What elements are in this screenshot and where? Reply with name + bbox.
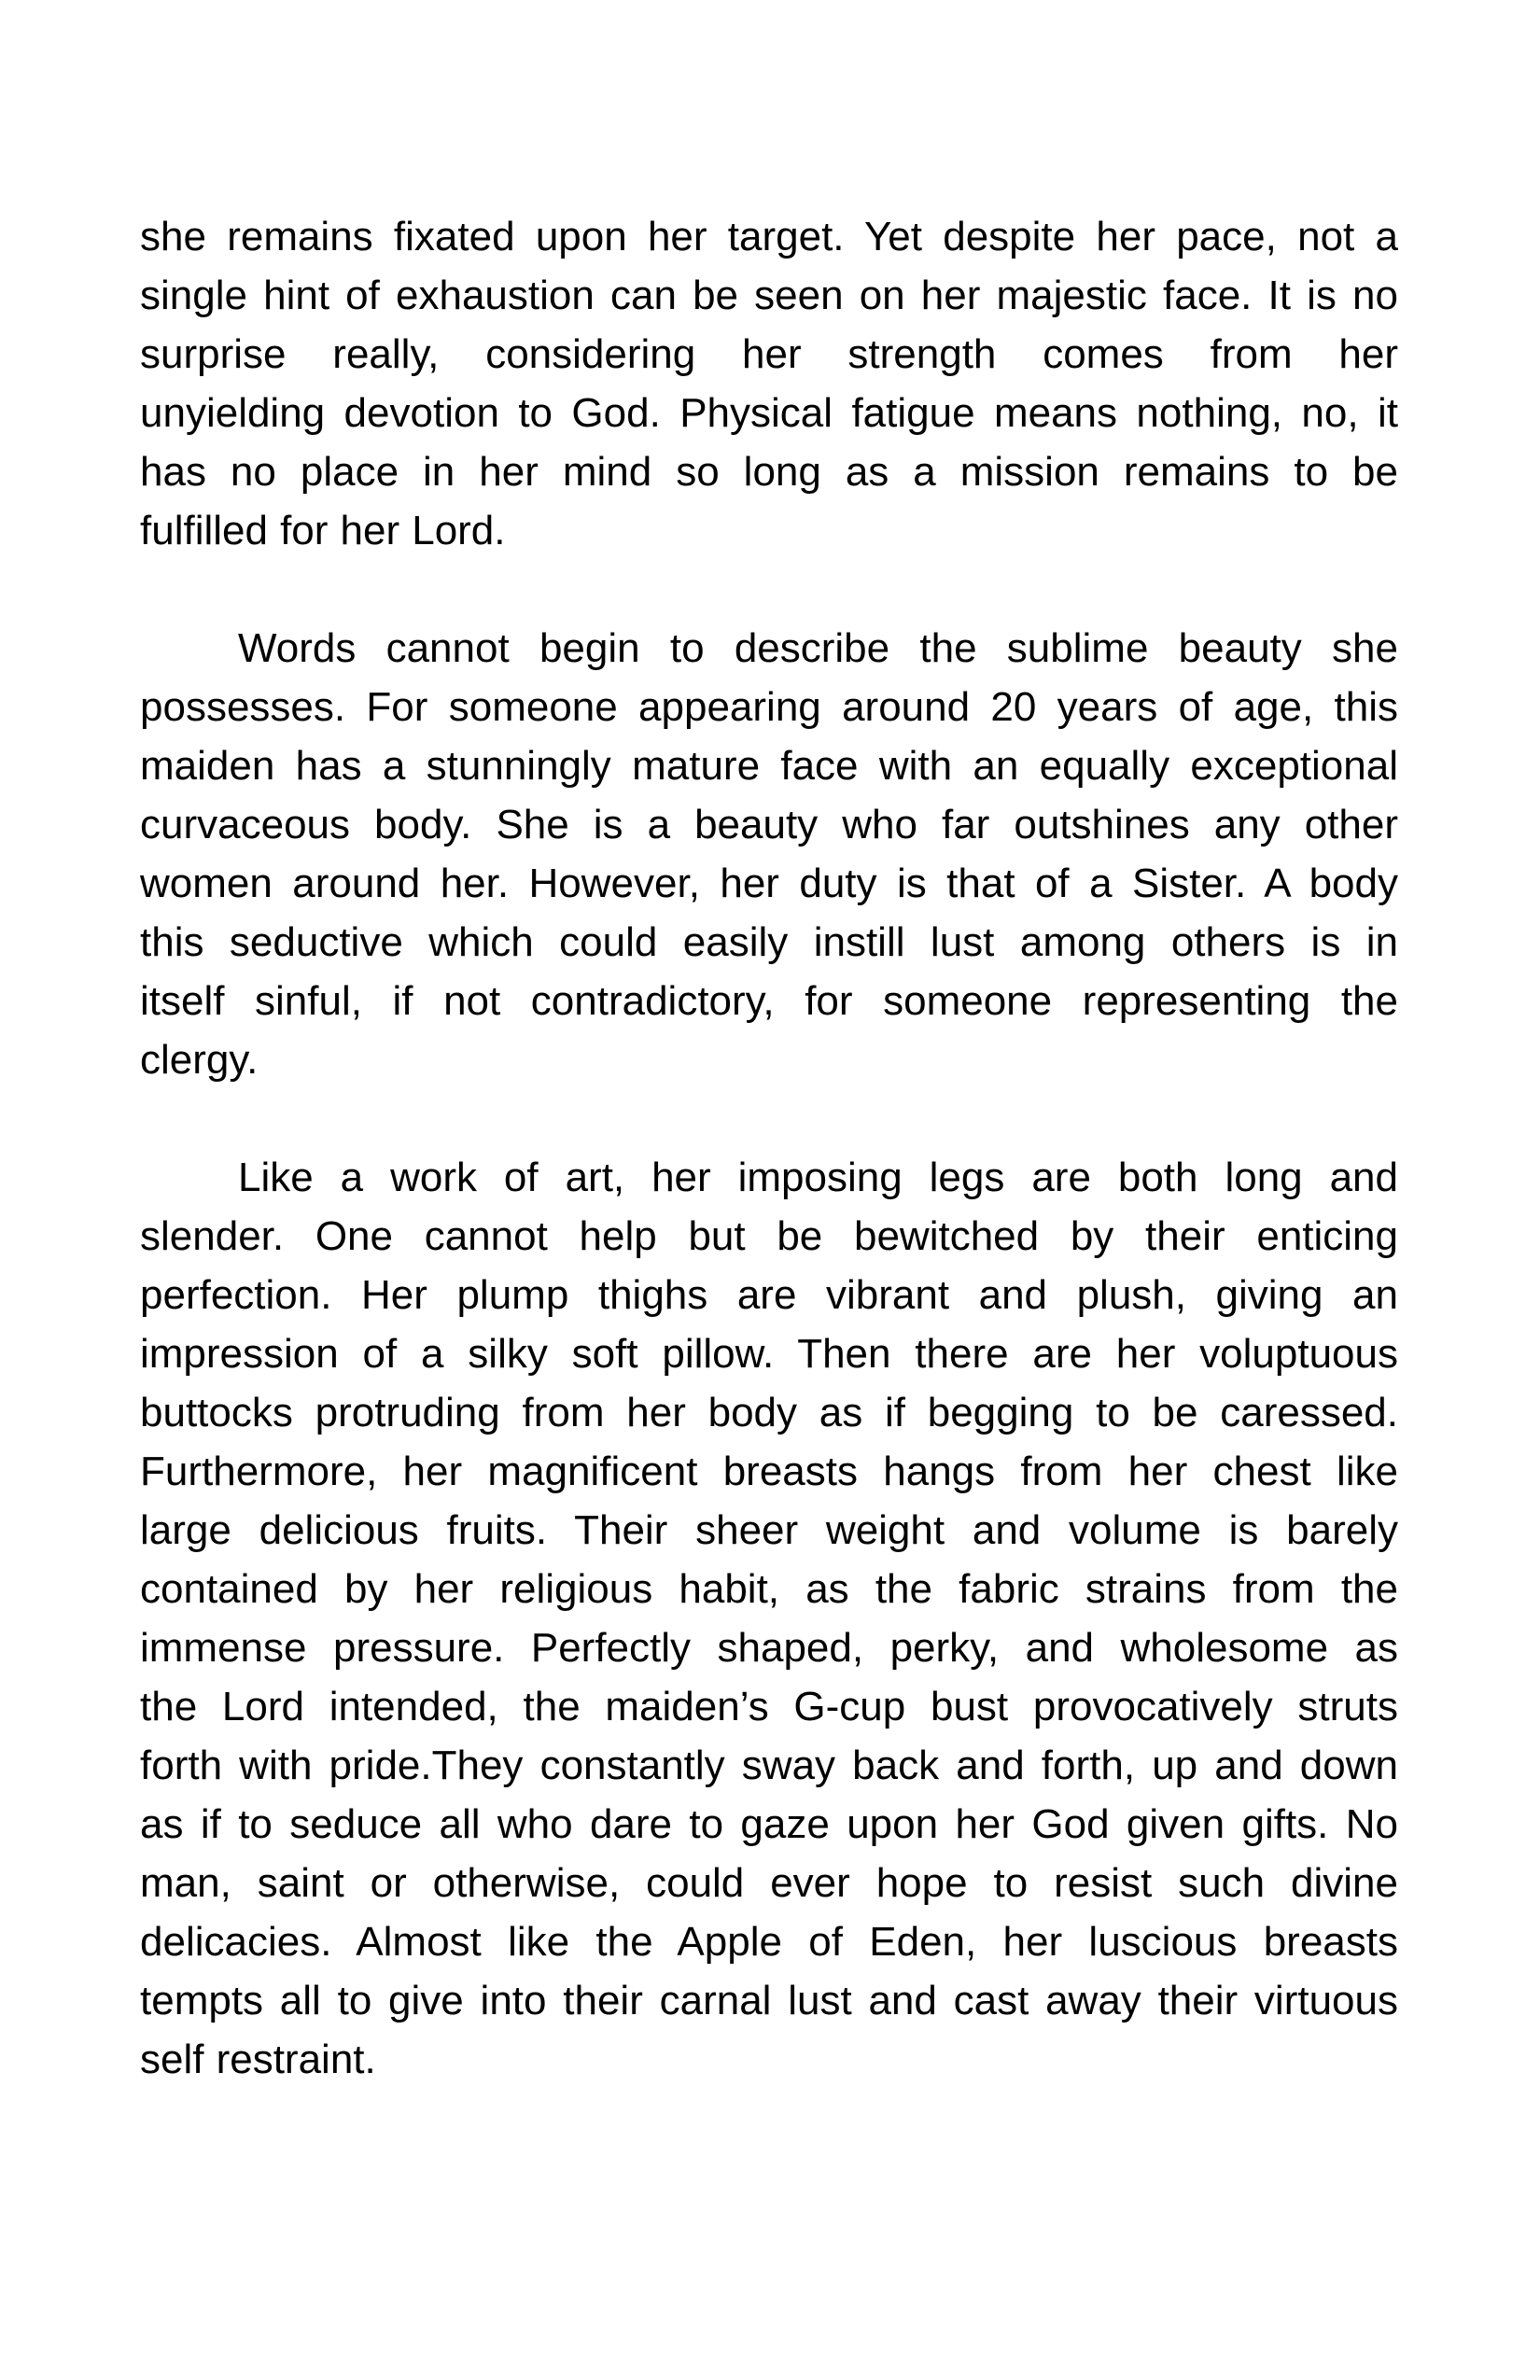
text-line: self restraint.	[140, 2037, 376, 2082]
text-line: Like a work of art, her imposing legs are both long and	[238, 1155, 1398, 1200]
text-line: Words cannot begin to describe the sublime beauty she	[238, 625, 1398, 671]
text-line: the Lord intended, the maiden’s G-cup bust provocatively struts	[140, 1684, 1398, 1729]
paragraph	[140, 207, 1398, 560]
text-line: immense pressure. Perfectly shaped, perky, and wholesome as	[140, 1625, 1398, 1671]
body-text	[140, 207, 1398, 2089]
text-line: curvaceous body. She is a beauty who far outshines any other	[140, 802, 1398, 847]
text-line: women around her. However, her duty is that of a Sister. A body	[140, 861, 1398, 906]
text-line: forth with pride.They constantly sway back and forth, up and down	[140, 1743, 1398, 1788]
text-line: clergy.	[140, 1037, 259, 1083]
text-line: Furthermore, her magnificent breasts hangs from her chest like	[140, 1449, 1398, 1494]
text-line: impression of a silky soft pillow. Then there are her voluptuous	[140, 1331, 1398, 1377]
text-line: has no place in her mind so long as a mission remains to be	[140, 449, 1398, 495]
text-line: man, saint or otherwise, could ever hope to resist such divine	[140, 1860, 1398, 1906]
text-line: fulfilled for her Lord.	[140, 508, 506, 553]
paragraph	[140, 619, 1398, 1089]
text-line: maiden has a stunningly mature face with an equally exceptional	[140, 743, 1398, 789]
text-line: possesses. For someone appearing around 20 years of age, this	[140, 684, 1398, 730]
text-line: tempts all to give into their carnal lust and cast away their virtuous	[140, 1978, 1398, 2023]
text-line: this seductive which could easily instill lust among others is in	[140, 919, 1398, 965]
text-line: large delicious fruits. Their sheer weight and volume is barely	[140, 1507, 1398, 1553]
text-line: itself sinful, if not contradictory, for someone representing the	[140, 978, 1398, 1024]
text-line: perfection. Her plump thighs are vibrant and plush, giving an	[140, 1272, 1398, 1318]
text-line: contained by her religious habit, as the fabric strains from the	[140, 1566, 1398, 1612]
text-line: as if to seduce all who dare to gaze upon her God given gifts. No	[140, 1801, 1398, 1847]
text-line: single hint of exhaustion can be seen on her majestic face. It is no	[140, 273, 1398, 318]
text-line: delicacies. Almost like the Apple of Eden, her luscious breasts	[140, 1919, 1398, 1965]
text-line: slender. One cannot help but be bewitched by their enticing	[140, 1213, 1398, 1259]
text-line: buttocks protruding from her body as if begging to be caressed.	[140, 1390, 1398, 1435]
text-line: she remains fixated upon her target. Yet despite her pace, not a	[140, 214, 1398, 259]
paragraph	[140, 1148, 1398, 2089]
text-line: unyielding devotion to God. Physical fatigue means nothing, no, it	[140, 390, 1398, 436]
text-line: surprise really, considering her strength comes from her	[140, 331, 1398, 377]
